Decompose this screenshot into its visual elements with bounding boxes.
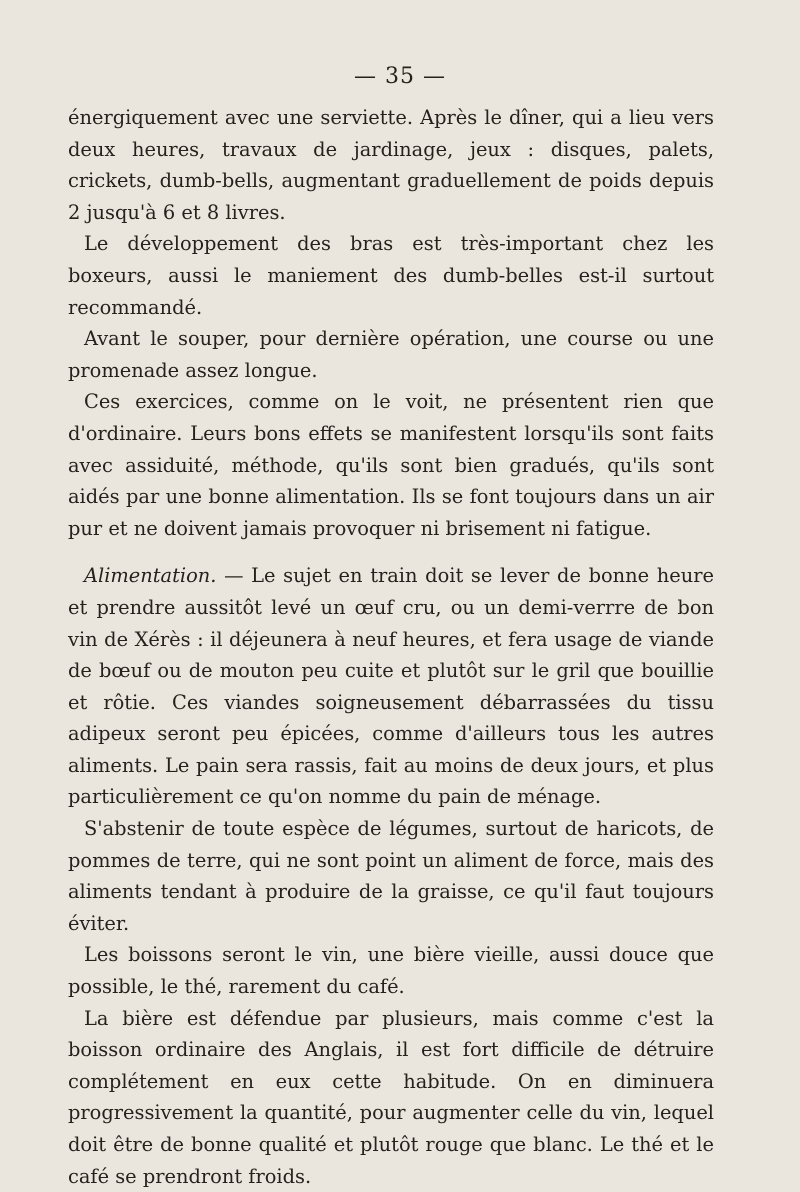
section-alimentation <box>68 560 714 813</box>
section-heading: Alimentation. <box>84 564 217 588</box>
paragraph: Ces exercices, comme on le voit, ne présentent rien que d'ordinaire. Leurs bons effets se manifestent lorsqu'ils sont faits avec assiduité, méthode, qu'ils sont bien gradués, qu'ils sont aidés par une bonne alimentation. Ils se font toujours dans un air pur et ne doivent jamais provoquer ni brisement ni fatigue. <box>68 390 714 540</box>
body-text <box>68 102 714 1192</box>
paragraph: énergiquement avec une serviette. Après le dîner, qui a lieu vers deux heures, travaux de jardinage, jeux : disques, palets, crickets, dumb-bells, augmentant graduellement de poids depuis 2 jusqu'à 6 et 8 livres. <box>68 106 714 224</box>
paragraph: S'abstenir de toute espèce de légumes, surtout de haricots, de pommes de terre, qui ne sont point un aliment de force, mais des aliments tendant à produire de la graisse, ce qu'il faut toujours éviter. <box>68 817 714 935</box>
paragraph: La bière est défendue par plusieurs, mais comme c'est la boisson ordinaire des Anglais, il est fort difficile de détruire complétement en eux cette habitude. On en diminuera progressivement la quantité, pour augmenter celle du vin, lequel doit être de bonne qualité et plutôt rouge que blanc. Le thé et le café se prendront froids. <box>68 1006 714 1188</box>
section-lead-text: — Le sujet en train doit se lever de bonne heure et prendre aussitôt levé un œuf cru, ou un demi-verrre de bon vin de Xérès : il déjeunera à neuf heures, et fera usage de viande de bœuf ou de mouton peu cuite et plutôt sur le gril que bouillie et rôtie. Ces viandes soigneusement débarrassées du tissu adipeux seront peu épicées, comme d'ailleurs tous les autres aliments. Le pain sera rassis, fait au moins de deux jours, et plus particulièrement ce qu'on nomme du pain de ménage. <box>68 564 714 809</box>
paragraph: Avant le souper, pour dernière opération, une course ou une promenade assez longue. <box>68 327 714 382</box>
paragraph: Le développement des bras est très-important chez les boxeurs, aussi le maniement des dumb-belles est-il surtout recommandé. <box>68 232 714 319</box>
page-number: — 35 — <box>354 64 446 89</box>
paragraph: Les boissons seront le vin, une bière vieille, aussi douce que possible, le thé, rarement du café. <box>68 943 714 999</box>
